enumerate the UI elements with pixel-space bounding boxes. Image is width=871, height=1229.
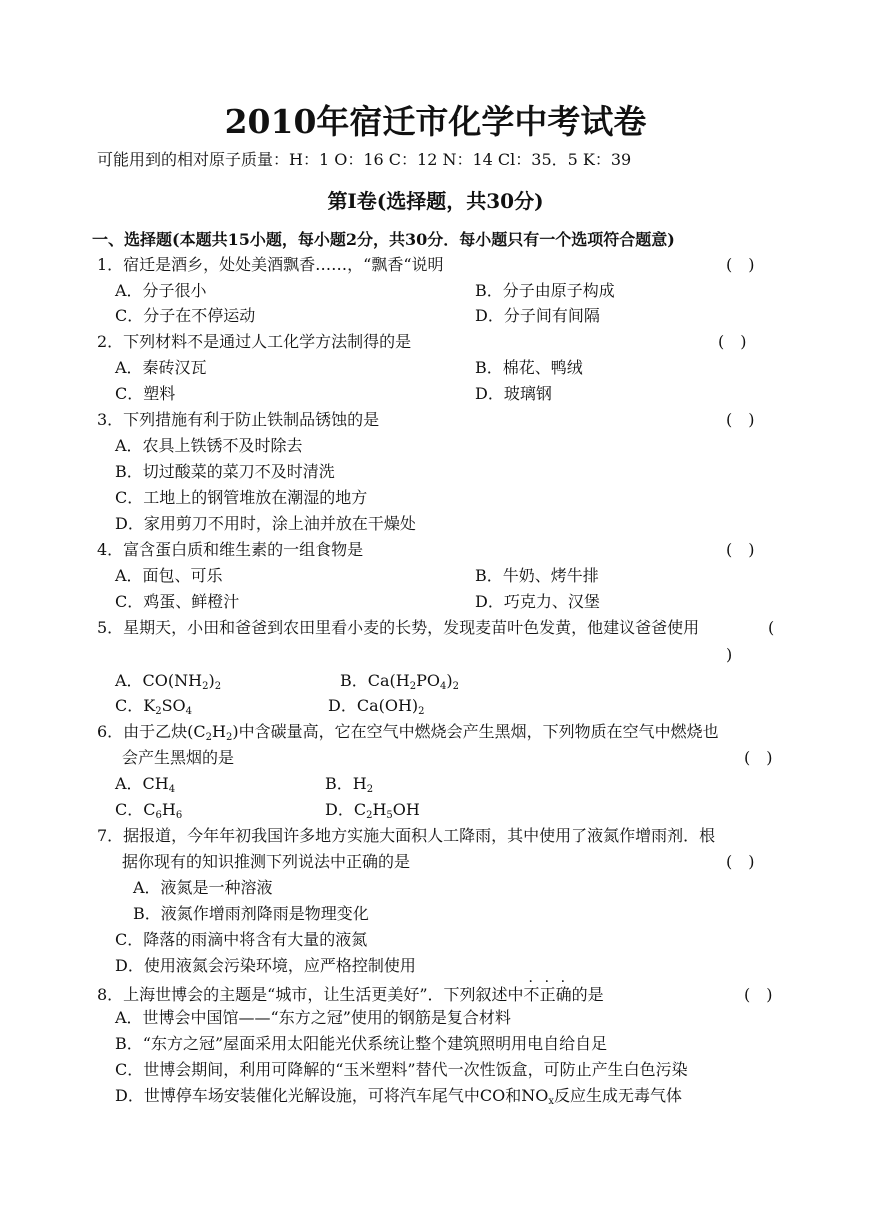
section-title: 一、选择题(本题共15小题，每小题2分，共30分．每小题只有一个选项符合题意) xyxy=(92,230,675,249)
question-7-option-d: D．使用液氮会污染环境，应严格控制使用 xyxy=(115,956,416,975)
question-3-option-a: A．农具上铁锈不及时除去 xyxy=(115,436,303,455)
question-7-option-b: B．液氮作增雨剂降雨是物理变化 xyxy=(133,904,369,923)
question-2-option-a: A．秦砖汉瓦 xyxy=(115,358,207,377)
question-4-option-a: A．面包、可乐 xyxy=(115,566,223,585)
question-3-option-b: B．切过酸菜的菜刀不及时清洗 xyxy=(115,462,335,481)
question-4-option-d: D．巧克力、汉堡 xyxy=(475,592,600,611)
question-1-option-a: A．分子很小 xyxy=(115,281,207,300)
emphasis-dot-char: 不 xyxy=(523,985,540,1004)
question-1-option-c: C．分子在不停运动 xyxy=(115,306,256,325)
answer-bracket: ( ) xyxy=(726,410,755,429)
question-3-stem: 3．下列措施有利于防止铁制品锈蚀的是 xyxy=(97,410,380,429)
question-6-stem-line-1: 6．由于乙炔$(C_2H_2)$中含碳量高，它在空气中燃烧会产生黑烟，下列物质在空气中燃烧也 xyxy=(97,722,719,743)
question-6-option-c: C．$C_6H_6$ xyxy=(115,800,183,821)
question-6-option-a: A．$CH_4$ xyxy=(115,774,176,795)
question-7-option-c: C．降落的雨滴中将含有大量的液氮 xyxy=(115,930,368,949)
question-6-option-d: D．$C_2H_5OH$ xyxy=(325,800,420,821)
atomic-masses-note: 可能用到的相对原子质量：H：1 O：16 C：12 N：14 Cl：35．5 K：39 xyxy=(97,150,632,169)
question-5-stem: 5．星期天，小田和爸爸到农田里看小麦的长势，发现麦苗叶色发黄，他建议爸爸使用 xyxy=(97,618,700,637)
question-4-option-b: B．牛奶、烤牛排 xyxy=(475,566,599,585)
question-4-stem: 4．富含蛋白质和维生素的一组食物是 xyxy=(97,540,364,559)
question-2-option-b: B．棉花、鸭绒 xyxy=(475,358,583,377)
question-7-option-a: A．液氮是一种溶液 xyxy=(133,878,273,897)
question-7-stem-line-1: 7．据报道，今年年初我国许多地方实施大面积人工降雨，其中使用了液氮作增雨剂．根 xyxy=(97,826,716,845)
question-8-option-d: D．世博停车场安装催化光解设施，可将汽车尾气中CO和$NO_x$反应生成无毒气体 xyxy=(115,1086,682,1107)
answer-bracket: ( ) xyxy=(726,852,755,871)
question-1-option-d: D．分子间有间隔 xyxy=(475,306,600,325)
question-2-option-c: C．塑料 xyxy=(115,384,176,403)
part-title: 第Ⅰ卷(选择题，共30分) xyxy=(327,189,544,213)
answer-bracket: ( ) xyxy=(718,332,747,351)
question-8-stem: 8．上海世博会的主题是“城市，让生活更美好”．下列叙述中不正确的是 xyxy=(97,985,604,1004)
question-8-option-c: C．世博会期间，利用可降解的“玉米塑料”替代一次性饭盒，可防止产生白色污染 xyxy=(115,1060,688,1079)
answer-bracket: ( ) xyxy=(744,748,773,767)
question-3-option-d: D．家用剪刀不用时，涂上油并放在干燥处 xyxy=(115,514,416,533)
question-5-option-d: D．$Ca(OH)_2$ xyxy=(328,696,425,717)
question-5-option-a: A．$CO(NH_2)_2$ xyxy=(115,671,222,692)
answer-bracket: ( ) xyxy=(744,985,773,1004)
question-3-option-c: C．工地上的钢管堆放在潮湿的地方 xyxy=(115,488,368,507)
emphasis-dot-char: 确 xyxy=(555,985,572,1004)
answer-bracket: ( ) xyxy=(726,540,755,559)
question-5-option-b: B．$Ca(H_2PO_4)_2$ xyxy=(340,671,460,692)
question-4-option-c: C．鸡蛋、鲜橙汁 xyxy=(115,592,240,611)
question-2-option-d: D．玻璃钢 xyxy=(475,384,552,403)
question-1-stem: 1．宿迁是酒乡，处处美酒飘香……，“飘香“说明 xyxy=(97,255,444,274)
question-5-option-c: C．$K_2SO_4$ xyxy=(115,696,193,717)
question-2-stem: 2．下列材料不是通过人工化学方法制得的是 xyxy=(97,332,412,351)
question-8-option-a: A．世博会中国馆——“东方之冠”使用的钢筋是复合材料 xyxy=(115,1008,511,1027)
question-6-stem-line-2: 会产生黑烟的是 xyxy=(122,748,235,767)
question-6-option-b: B．$H_2$ xyxy=(325,774,374,795)
emphasis-dot-char: 正 xyxy=(539,985,556,1004)
answer-bracket-open: ( xyxy=(768,618,775,637)
question-1-option-b: B．分子由原子构成 xyxy=(475,281,615,300)
answer-bracket: ( ) xyxy=(726,255,755,274)
question-7-stem-line-2: 据你现有的知识推测下列说法中正确的是 xyxy=(122,852,411,871)
exam-title: 2010年宿迁市化学中考试卷 xyxy=(224,102,647,141)
answer-bracket-close: ) xyxy=(726,645,733,664)
question-8-option-b: B．“东方之冠”屋面采用太阳能光伏系统让整个建筑照明用电自给自足 xyxy=(115,1034,608,1053)
